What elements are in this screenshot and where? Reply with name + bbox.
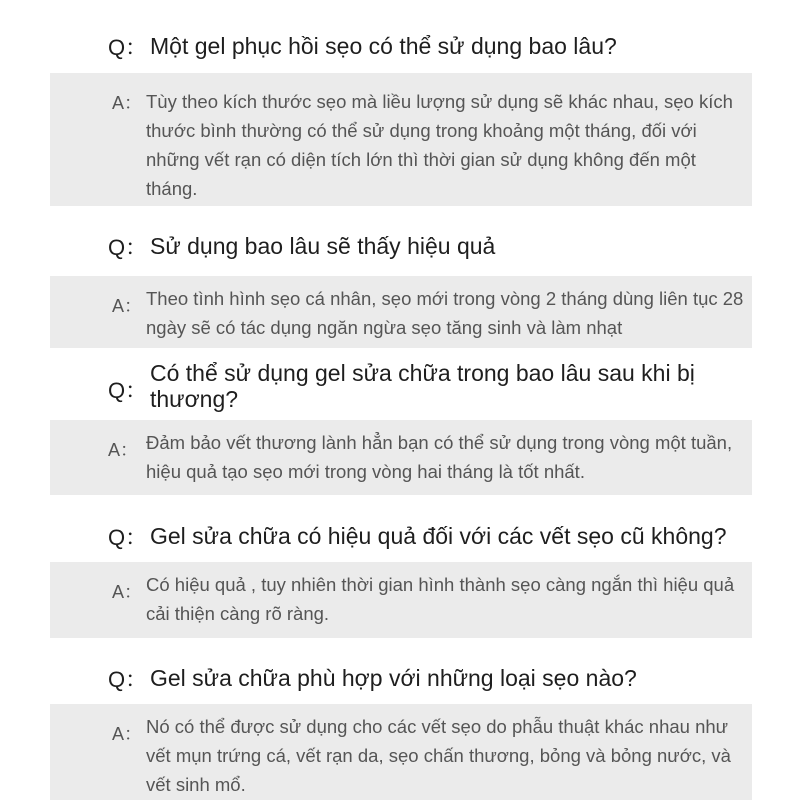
question-prefix: Q：	[108, 234, 148, 260]
answer-box	[50, 562, 752, 638]
question-row	[0, 24, 800, 68]
question-prefix: Q：	[108, 524, 148, 550]
answer-text: Theo tình hình sẹo cá nhân, sẹo mới trong vòng 2 tháng dùng liên tục 28 ngày sẽ có tác dụng ngăn ngừa sẹo tăng sinh và làm nhạt	[146, 288, 744, 338]
question-text: Gel sửa chữa có hiệu quả đối với các vết sẹo cũ không?	[150, 523, 727, 549]
answer-box	[50, 420, 752, 495]
answer-prefix: A：	[112, 724, 143, 744]
answer-prefix: A：	[108, 440, 139, 460]
answer-text: Nó có thể được sử dụng cho các vết sẹo do phẫu thuật khác nhau như vết mụn trứng cá, vết rạn da, sẹo chấn thương, bỏng và bỏng nước, và vết sinh mổ.	[146, 716, 731, 795]
question-prefix: Q：	[108, 666, 148, 692]
answer-box	[50, 276, 752, 348]
question-text: Gel sửa chữa phù hợp với những loại sẹo nào?	[150, 665, 637, 691]
answer-box	[50, 73, 752, 206]
question-prefix: Q：	[108, 378, 148, 403]
answer-box	[50, 704, 752, 800]
question-text: Một gel phục hồi sẹo có thể sử dụng bao lâu?	[150, 33, 617, 59]
question-text: Sử dụng bao lâu sẽ thấy hiệu quả	[150, 233, 496, 259]
question-row	[0, 224, 800, 268]
answer-prefix: A：	[112, 582, 143, 602]
question-prefix: Q：	[108, 34, 148, 60]
answer-text: Đảm bảo vết thương lành hẳn bạn có thể sử dụng trong vòng một tuần, hiệu quả tạo sẹo mới trong vòng hai tháng là tốt nhất.	[146, 432, 733, 482]
question-row	[0, 356, 800, 416]
answer-prefix: A：	[112, 93, 143, 113]
answer-text: Tùy theo kích thước sẹo mà liều lượng sử dụng sẽ khác nhau, sẹo kích thước bình thường có thể sử dụng trong khoảng một tháng, đối với những vết rạn có diện tích lớn thì thời gian sử dụng không đến một tháng.	[146, 91, 733, 199]
question-row	[0, 514, 800, 558]
answer-prefix: A：	[112, 296, 143, 316]
question-text: Có thể sử dụng gel sửa chữa trong bao lâu sau khi bị thương?	[150, 360, 695, 412]
question-row	[0, 656, 800, 700]
answer-text: Có hiệu quả , tuy nhiên thời gian hình thành sẹo càng ngắn thì hiệu quả cải thiện càng rõ ràng.	[146, 574, 735, 624]
